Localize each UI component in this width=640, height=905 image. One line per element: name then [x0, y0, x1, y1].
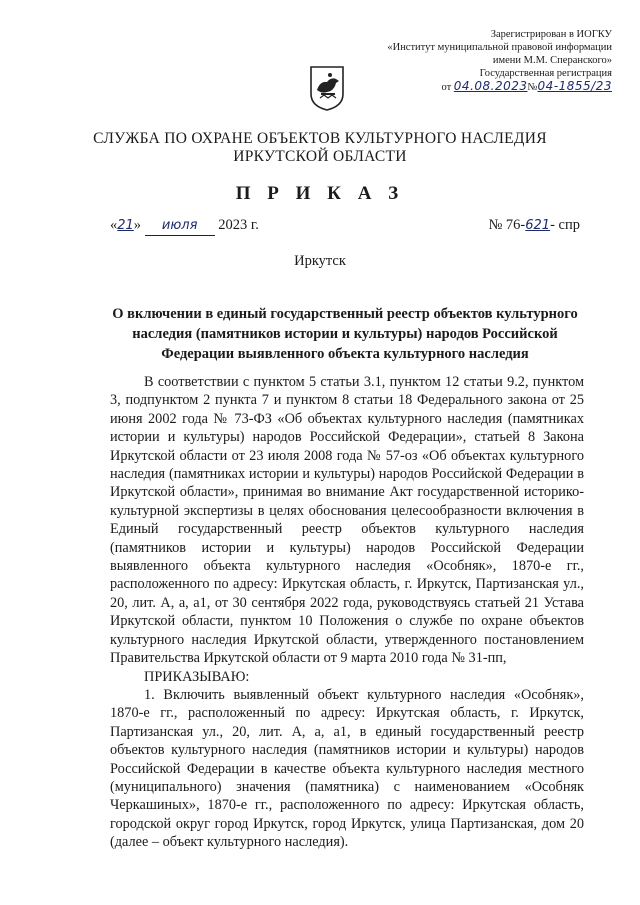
- registration-line-4: Государственная регистрация: [479, 68, 612, 79]
- city: Иркутск: [294, 253, 346, 269]
- date-day: 21: [117, 218, 134, 233]
- date-quote-close: »: [133, 217, 142, 233]
- preamble-paragraph: В соответствии с пунктом 5 статьи 3.1, пунктом 12 статьи 9.2, пунктом 3, подпунктом 2 пункта 7 и пунктом 8 статьи 18 Федерального закона от 25 июня 2002 года № 73-ФЗ «Об объектах культурного наследия (памятниках истории и культуры) народов Российской Федерации», статьей 8 Закона Иркутской области от 23 июля 2008 года № 57-оз «Об объектах культурного наследия (памятниках истории и культуры) народов Российской Федерации в Иркутской области», принимая во внимание Акт государственной историко-культурной экспертизы в целях обоснования целесообразности включения в Единый государственный реестр объектов культурного наследия (памятников истории и культуры) народов Российской Федерации выявленного объекта культурного наследия «Особняк», 1870-е гг., расположенного по адресу: Иркутская область, г. Иркутск, Партизанская ул., 20, лит. А, а, а1, от 30 сентября 2022 года, руководствуясь статьей 21 Устава Иркутской области, пунктом 10 Положения о службе по охране объектов культурного наследия Иркутской области, утвержденного постановлением Правительства Иркутской области от 9 марта 2010 года № 31-пп,: [110, 374, 584, 667]
- registration-line-3: имени М.М. Сперанского»: [492, 55, 612, 66]
- registration-number-line: [387, 80, 612, 94]
- registration-line-2: «Институт муниципальной правовой информации: [387, 42, 612, 53]
- order-body: [110, 373, 584, 852]
- registration-date: 04.08.2023: [453, 79, 528, 93]
- date-year: 2023 г.: [218, 217, 259, 233]
- date-quote-open: «: [110, 217, 118, 233]
- registration-stamp: [387, 28, 612, 94]
- service-name: [0, 130, 640, 166]
- number-suffix: - спр: [550, 217, 580, 233]
- registration-number: 04-1855/23: [537, 79, 612, 93]
- orders-word: ПРИКАЗЫВАЮ:: [144, 668, 250, 685]
- registration-number-prefix: №: [527, 82, 538, 93]
- registration-prefix: от: [441, 82, 452, 93]
- document-title: П Р И К А З: [235, 183, 405, 204]
- document-date: [110, 216, 259, 236]
- clause-1-paragraph: 1. Включить выявленный объект культурного наследия «Особняк», 1870-е гг., расположенный по адресу: Иркутская область, г. Иркутск, Партизанская ул., 20, лит. А, а, а1, в единый государственный реестр объектов культурного наследия (памятников истории и культуры) народов Российской Федерации в качестве объекта культурного наследия местного (муниципального) значения (памятника) с наименованием «Особняк Черкашиных», 1870-е гг., расположенного по адресу: Иркутская область, городской округ город Иркутск, город Иркутск, улица Партизанская, дом 20 (далее – объект культурного наследия).: [110, 686, 584, 851]
- order-heading: О включении в единый государственный реестр объектов культурного наследия (памятников истории и культуры) народов Российской Федерации выявленного объекта культурного наследия: [112, 306, 578, 362]
- service-line-2: ИРКУТСКОЙ ОБЛАСТИ: [233, 148, 407, 165]
- number-handwritten: 621: [525, 218, 551, 233]
- document-number: [488, 216, 580, 235]
- date-month: июля: [145, 217, 215, 236]
- registration-line-1: Зарегистрирован в ИОГКУ: [490, 29, 612, 40]
- irkutsk-coat-of-arms-icon: [308, 64, 346, 112]
- service-line-1: СЛУЖБА ПО ОХРАНЕ ОБЪЕКТОВ КУЛЬТУРНОГО НАСЛЕДИЯ: [93, 130, 547, 147]
- number-prefix: № 76-: [488, 217, 526, 233]
